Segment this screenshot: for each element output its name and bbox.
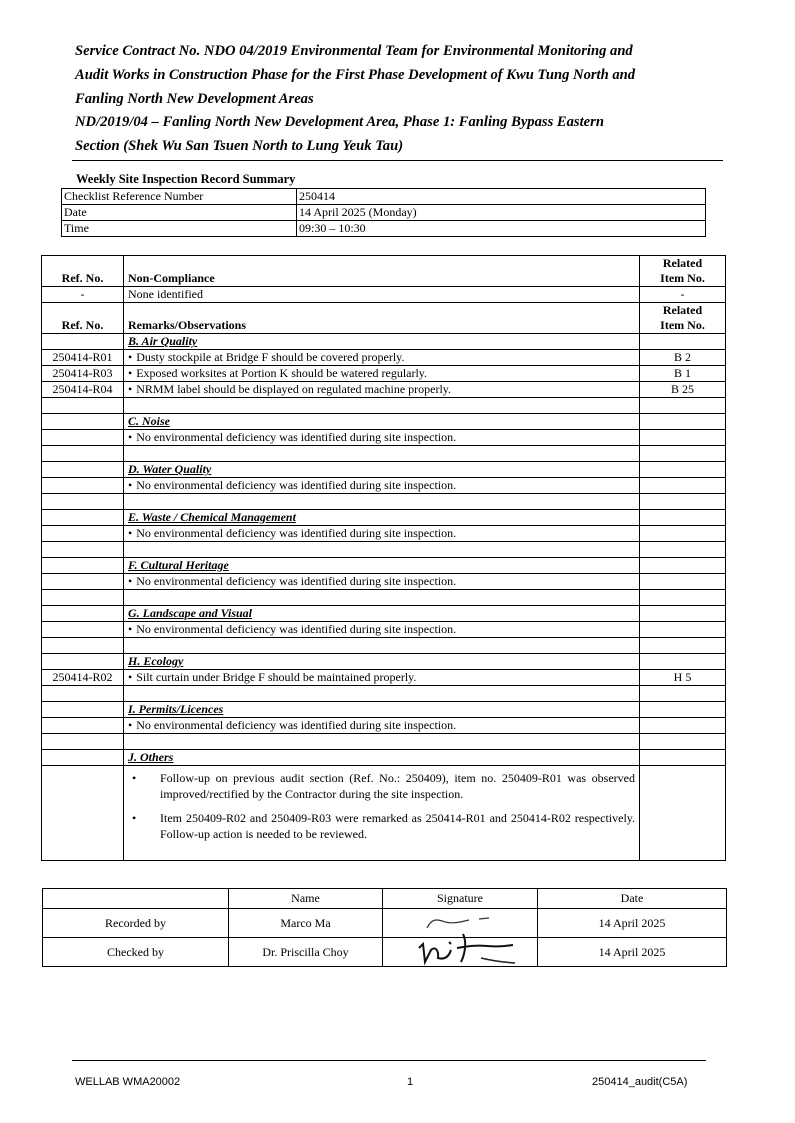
remark-row <box>42 574 726 590</box>
related-cell <box>640 654 726 670</box>
signoff-header-row <box>43 889 727 909</box>
blank-cell <box>124 398 640 414</box>
remark-text <box>124 670 640 686</box>
remark-row <box>42 478 726 494</box>
signoff-date: 14 April 2025 <box>538 909 727 938</box>
remark-row <box>42 526 726 542</box>
signature-cell <box>383 909 538 938</box>
remarks-header: Remarks/Observations <box>124 303 640 334</box>
related-cell <box>640 622 726 638</box>
remark-text <box>124 718 640 734</box>
blank-cell <box>124 638 640 654</box>
section-title: J. Others <box>124 750 640 766</box>
related-header <box>640 256 726 287</box>
related-cell <box>640 430 726 446</box>
blank-row <box>42 638 726 654</box>
related-cell <box>640 446 726 462</box>
header-line: Service Contract No. NDO 04/2019 Environmental Team for Environmental Monitoring and <box>75 43 633 59</box>
signoff-name: Dr. Priscilla Choy <box>229 938 383 967</box>
ref-cell <box>42 766 124 861</box>
inspection-table <box>41 255 726 861</box>
ref-header: Ref. No. <box>42 303 124 334</box>
related-cell <box>640 478 726 494</box>
summary-value: 14 April 2025 (Monday) <box>297 205 706 221</box>
blank-cell <box>124 446 640 462</box>
signoff-date: 14 April 2025 <box>538 938 727 967</box>
related-cell <box>640 558 726 574</box>
related-cell <box>640 334 726 350</box>
related-cell: B 2 <box>640 350 726 366</box>
remark-row <box>42 350 726 366</box>
signoff-header: Date <box>538 889 727 909</box>
noncompliance-text: None identified <box>124 287 640 303</box>
signoff-header: Name <box>229 889 383 909</box>
related-header-line: Related <box>662 303 703 317</box>
ref-cell: 250414-R03 <box>42 366 124 382</box>
document-header <box>75 40 725 159</box>
summary-row <box>62 189 706 205</box>
ref-cell <box>42 606 124 622</box>
related-cell: - <box>640 287 726 303</box>
ref-cell: - <box>42 287 124 303</box>
ref-header: Ref. No. <box>42 256 124 287</box>
footer-right: 250414_audit(C5A) <box>592 1076 688 1088</box>
related-header <box>640 303 726 334</box>
blank-cell <box>124 494 640 510</box>
blank-row <box>42 686 726 702</box>
section-row <box>42 702 726 718</box>
blank-row <box>42 494 726 510</box>
signoff-role: Recorded by <box>43 909 229 938</box>
related-header-line: Related <box>662 256 703 270</box>
related-cell <box>640 686 726 702</box>
related-cell: B 1 <box>640 366 726 382</box>
section-title: C. Noise <box>124 414 640 430</box>
section-row <box>42 558 726 574</box>
remark-bullet-text: • No environmental deficiency was identified during site inspection. <box>128 526 456 540</box>
blank-cell <box>124 686 640 702</box>
remark-bullet-text: • Dusty stockpile at Bridge F should be covered properly. <box>128 350 404 364</box>
ref-cell <box>42 334 124 350</box>
section-row <box>42 462 726 478</box>
related-cell <box>640 574 726 590</box>
summary-value: 250414 <box>297 189 706 205</box>
section-row <box>42 334 726 350</box>
signoff-row <box>43 938 727 967</box>
related-cell <box>640 766 726 861</box>
remark-text <box>124 526 640 542</box>
header-divider <box>72 160 723 161</box>
others-row <box>42 766 726 861</box>
others-paragraph: • Follow-up on previous audit section (Ref. No.: 250409), item no. 250409-R01 was observed improved/rectified by the Contractor during the site inspection. <box>128 770 635 802</box>
ref-cell <box>42 718 124 734</box>
summary-table <box>61 188 706 237</box>
ref-cell <box>42 430 124 446</box>
remark-bullet-text: • No environmental deficiency was identified during site inspection. <box>128 574 456 588</box>
section-title: F. Cultural Heritage <box>124 558 640 574</box>
ref-cell <box>42 526 124 542</box>
related-cell <box>640 510 726 526</box>
remark-row <box>42 366 726 382</box>
summary-label: Date <box>62 205 297 221</box>
ref-cell <box>42 734 124 750</box>
related-cell: H 5 <box>640 670 726 686</box>
ref-cell <box>42 686 124 702</box>
header-line: ND/2019/04 – Fanling North New Development Area, Phase 1: Fanling Bypass Eastern <box>75 114 604 131</box>
noncompliance-row <box>42 287 726 303</box>
ref-cell: 250414-R01 <box>42 350 124 366</box>
related-cell <box>640 750 726 766</box>
blank-cell <box>124 590 640 606</box>
blank-cell <box>124 542 640 558</box>
related-cell <box>640 702 726 718</box>
remarks-header-row <box>42 303 726 334</box>
signoff-corner <box>43 889 229 909</box>
ref-cell <box>42 446 124 462</box>
noncompliance-header: Non-Compliance <box>124 256 640 287</box>
remark-row <box>42 718 726 734</box>
ref-cell <box>42 638 124 654</box>
summary-title: Weekly Site Inspection Record Summary <box>76 172 296 186</box>
related-header-line: Item No. <box>660 318 705 332</box>
remark-text <box>124 350 640 366</box>
section-title: D. Water Quality <box>124 462 640 478</box>
header-line: Section (Shek Wu San Tsuen North to Lung Yeuk Tau) <box>75 138 404 155</box>
section-title: B. Air Quality <box>124 334 640 350</box>
signoff-role: Checked by <box>43 938 229 967</box>
blank-row <box>42 734 726 750</box>
ref-cell <box>42 478 124 494</box>
blank-row <box>42 398 726 414</box>
footer-divider <box>72 1060 706 1061</box>
remark-text <box>124 622 640 638</box>
related-cell <box>640 526 726 542</box>
others-paragraph: • Item 250409-R02 and 250409-R03 were remarked as 250414-R01 and 250414-R02 respectively. Follow-up action is needed to be reviewed. <box>128 810 635 842</box>
section-row <box>42 510 726 526</box>
related-cell <box>640 542 726 558</box>
summary-row <box>62 221 706 237</box>
related-cell: B 25 <box>640 382 726 398</box>
ref-cell <box>42 654 124 670</box>
related-header-line: Item No. <box>660 271 705 285</box>
blank-cell <box>124 734 640 750</box>
ref-cell <box>42 494 124 510</box>
remark-bullet-text: • No environmental deficiency was identified during site inspection. <box>128 622 456 636</box>
remark-row <box>42 430 726 446</box>
remark-row <box>42 622 726 638</box>
remark-bullet-text: • No environmental deficiency was identified during site inspection. <box>128 430 456 444</box>
page-number: 1 <box>407 1076 414 1088</box>
summary-label: Checklist Reference Number <box>62 189 297 205</box>
ref-cell <box>42 558 124 574</box>
summary-row <box>62 205 706 221</box>
remark-text <box>124 430 640 446</box>
ref-cell <box>42 414 124 430</box>
related-cell <box>640 606 726 622</box>
related-cell <box>640 414 726 430</box>
signoff-header: Signature <box>383 889 538 909</box>
ref-cell <box>42 510 124 526</box>
remark-text <box>124 478 640 494</box>
related-cell <box>640 462 726 478</box>
remark-bullet-text: • No environmental deficiency was identified during site inspection. <box>128 718 456 732</box>
section-title: I. Permits/Licences <box>124 702 640 718</box>
ref-cell <box>42 542 124 558</box>
ref-cell <box>42 462 124 478</box>
summary-value: 09:30 – 10:30 <box>297 221 706 237</box>
related-cell <box>640 638 726 654</box>
related-cell <box>640 590 726 606</box>
summary-label: Time <box>62 221 297 237</box>
remark-bullet-text: • No environmental deficiency was identified during site inspection. <box>128 478 456 492</box>
inspection-table-body <box>42 256 726 861</box>
ref-cell <box>42 750 124 766</box>
related-cell <box>640 718 726 734</box>
header-line: Fanling North New Development Areas <box>75 90 314 107</box>
blank-row <box>42 542 726 558</box>
section-row <box>42 414 726 430</box>
section-row <box>42 654 726 670</box>
remark-bullet-text: • Silt curtain under Bridge F should be maintained properly. <box>128 670 416 684</box>
blank-row <box>42 590 726 606</box>
remark-text <box>124 366 640 382</box>
remark-row <box>42 670 726 686</box>
noncompliance-header-row <box>42 256 726 287</box>
ref-cell <box>42 702 124 718</box>
footer-left: WELLAB WMA20002 <box>75 1076 181 1088</box>
signoff-row <box>43 909 727 938</box>
ref-cell <box>42 622 124 638</box>
signature-cell <box>383 938 538 967</box>
ref-cell: 250414-R04 <box>42 382 124 398</box>
header-line: Audit Works in Construction Phase for the First Phase Development of Kwu Tung North and <box>75 66 636 83</box>
remark-text <box>124 382 640 398</box>
section-title: H. Ecology <box>124 654 640 670</box>
section-row <box>42 606 726 622</box>
remark-bullet-text: • Exposed worksites at Portion K should be watered regularly. <box>128 366 427 380</box>
ref-cell <box>42 398 124 414</box>
ref-cell <box>42 590 124 606</box>
related-cell <box>640 494 726 510</box>
related-cell <box>640 398 726 414</box>
ref-cell: 250414-R02 <box>42 670 124 686</box>
section-row <box>42 750 726 766</box>
others-text <box>124 766 640 861</box>
blank-row <box>42 446 726 462</box>
remark-bullet-text: • NRMM label should be displayed on regulated machine properly. <box>128 382 451 396</box>
remark-row <box>42 382 726 398</box>
ref-cell <box>42 574 124 590</box>
remark-text <box>124 574 640 590</box>
section-title: G. Landscape and Visual <box>124 606 640 622</box>
signoff-table <box>42 888 727 967</box>
section-title: E. Waste / Chemical Management <box>124 510 640 526</box>
related-cell <box>640 734 726 750</box>
signoff-name: Marco Ma <box>229 909 383 938</box>
